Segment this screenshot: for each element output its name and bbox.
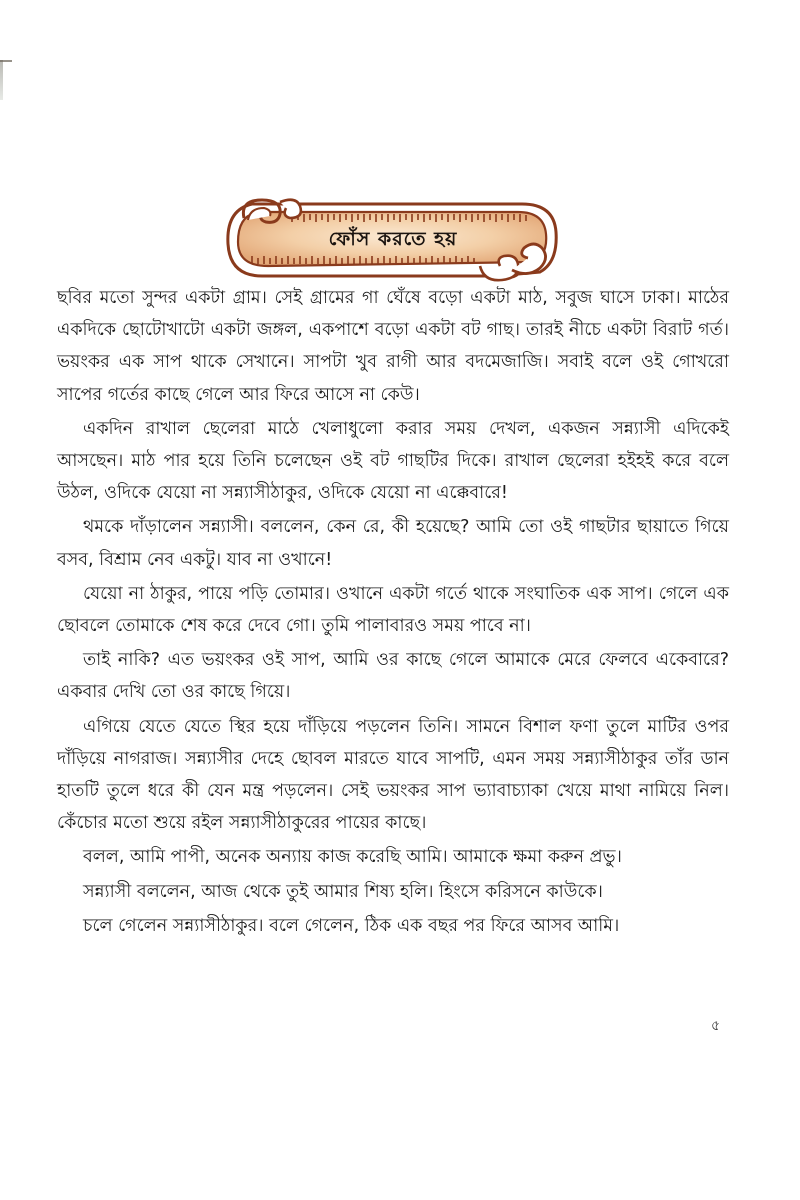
paragraph: একদিন রাখাল ছেলেরা মাঠে খেলাধুলো করার সময় দেখল, একজন সন্ন্যাসী এদিকেই আসছেন। মাঠ পার হয়ে তিনি চলেছেন ওই বট গাছটির দিকে। রাখাল ছেলেরা হইহই করে বলে উঠল, ওদিকে যেয়ো না সন্ন্যাসীঠাকুর, ওদিকে যেয়ো না এক্কেবারে! <box>57 418 729 504</box>
paragraph: বলল, আমি পাপী, অনেক অন্যায় কাজ করেছি আমি। আমাকে ক্ষমা করুন প্রভু। <box>83 847 622 868</box>
chapter-title-banner <box>222 196 564 282</box>
paragraph: তাই নাকি? এত ভয়ংকর ওই সাপ, আমি ওর কাছে গেলে আমাকে মেরে ফেলবে একেবারে? একবার দেখি তো ওর কাছে গিয়ে। <box>57 650 729 703</box>
paragraph: এগিয়ে যেতে যেতে স্থির হয়ে দাঁড়িয়ে পড়লেন তিনি। সামনে বিশাল ফণা তুলে মাটির ওপর দাঁড়িয়ে নাগরাজ। সন্ন্যাসীর দেহে ছোবল মারতে যাবে সাপটি, এমন সময় সন্ন্যাসীঠাকুর তাঁর ডান হাতটি তুলে ধরে কী যেন মন্ত্র পড়লেন। সেই ভয়ংকর সাপ ভ্যাবাচ্যাকা খেয়ে মাথা নামিয়ে নিল। কেঁচোর মতো শুয়ে রইল সন্ন্যাসীঠাকুরের পায়ের কাছে। <box>57 716 729 834</box>
page-number: ৫ <box>711 1018 721 1034</box>
story-body <box>57 282 729 944</box>
paragraph: যেয়ো না ঠাকুর, পায়ে পড়ি তোমার। ওখানে একটা গর্তে থাকে সংঘাতিক এক সাপ। গেলে এক ছোবলে তোমাকে শেষ করে দেবে গো। তুমি পালাবারও সময় পাবে না। <box>57 583 729 637</box>
paragraph: থমকে দাঁড়ালেন সন্ন্যাসী। বললেন, কেন রে, কী হয়েছে? আমি তো ওই গাছটার ছায়াতে গিয়ে বসব, বিশ্রাম নেব একটু। যাব না ওখানে! <box>57 517 729 570</box>
page-edge-shadow <box>0 60 3 100</box>
page-edge-mark <box>0 60 12 62</box>
chapter-title: ফোঁস করতে হয় <box>328 228 458 250</box>
paragraph: সন্ন্যাসী বললেন, আজ থেকে তুই আমার শিষ্য হলি। হিংসে করিসনে কাউকে। <box>83 881 603 902</box>
paragraph: ছবির মতো সুন্দর একটা গ্রাম। সেই গ্রামের গা ঘেঁষে বড়ো একটা মাঠ, সবুজ ঘাসে ঢাকা। মাঠের একদিকে ছোটোখাটো একটা জঙ্গল, একপাশে বড়ো একটা বট গাছ। তারই নীচে একটা বিরাট গর্ত। ভয়ংকর এক সাপ থাকে সেখানে। সাপটা খুব রাগী আর বদমেজাজি। সবাই বলে ওই গোখরো সাপের গর্তের কাছে গেলে আর ফিরে আসে না কেউ। <box>57 288 729 405</box>
paragraph: চলে গেলেন সন্ন্যাসীঠাকুর। বলে গেলেন, ঠিক এক বছর পর ফিরে আসব আমি। <box>83 915 620 936</box>
